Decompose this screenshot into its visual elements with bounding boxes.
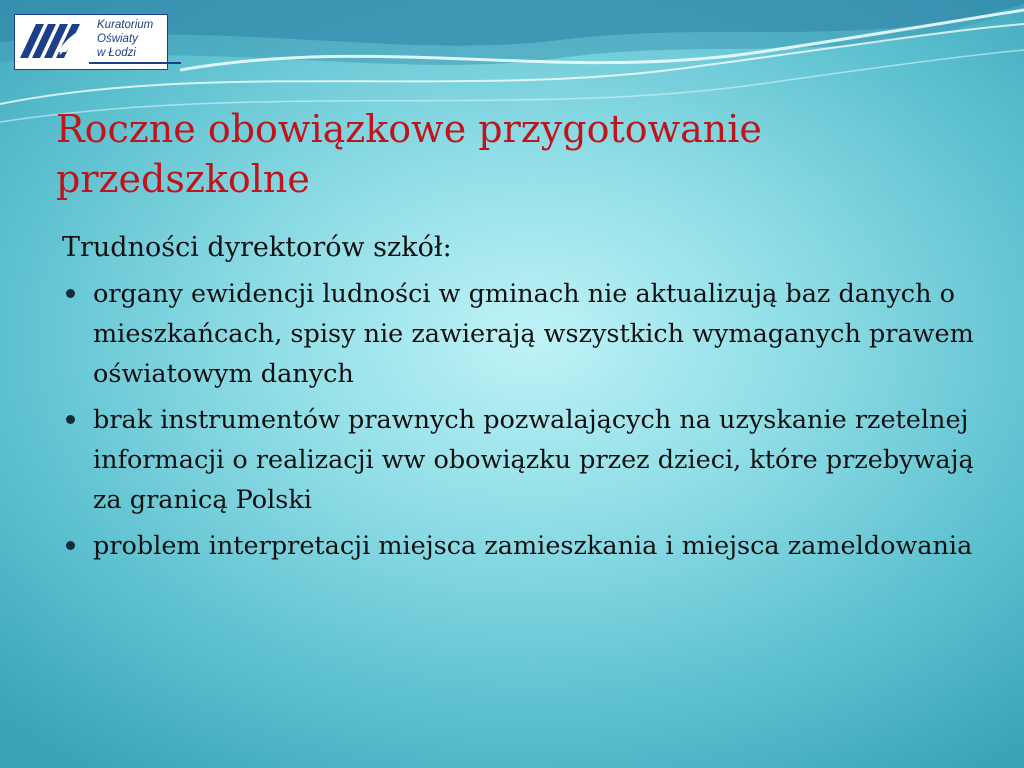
bullet-item	[62, 400, 982, 520]
bullet-text: problem interpretacji miejsca zamieszkania i miejsca zameldowania	[93, 531, 973, 561]
logo	[14, 14, 168, 70]
bullet-item	[62, 526, 982, 566]
logo-line-1: Kuratorium	[97, 19, 154, 31]
bullet-icon	[66, 415, 75, 424]
slide-content	[62, 230, 982, 572]
subheading: Trudności dyrektorów szkół:	[62, 232, 452, 263]
logo-underline	[89, 62, 181, 64]
logo-line-2: Oświaty	[97, 33, 138, 45]
title-line-2: przedszkolne	[56, 157, 310, 201]
bullet-item	[62, 274, 982, 394]
title-line-1: Roczne obowiązkowe przygotowanie	[56, 107, 762, 151]
bullet-list	[62, 274, 982, 566]
bullet-icon	[66, 541, 75, 550]
bullet-icon	[66, 289, 75, 298]
logo-text	[97, 18, 167, 60]
bullet-text: brak instrumentów prawnych pozwalających na uzyskanie rzetelnej informacji o realizacji ww obowiązku przez dzieci, które przebywają za granicą Polski	[93, 405, 974, 515]
slide-title	[56, 104, 976, 204]
logo-emblem-icon	[18, 18, 96, 66]
bullet-text: organy ewidencji ludności w gminach nie aktualizują baz danych o mieszkańcach, spisy nie zawierają wszystkich wymaganych prawem oświatowym danych	[93, 279, 974, 389]
logo-line-3: w Łodzi	[97, 47, 136, 59]
